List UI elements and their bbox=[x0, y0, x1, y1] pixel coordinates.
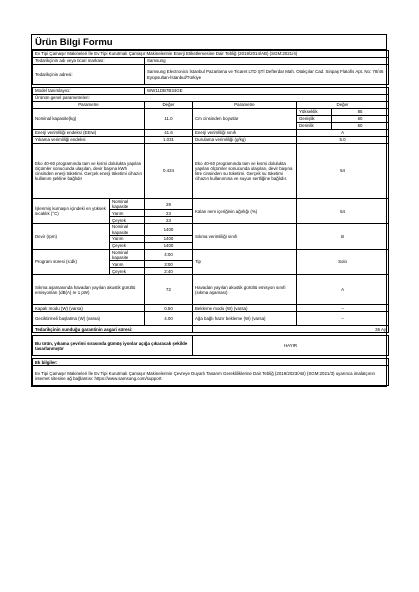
noise-value: 72 bbox=[145, 275, 193, 305]
model-value: WW11DB7B34GE bbox=[145, 88, 389, 95]
temp-half-value: 23 bbox=[145, 210, 193, 217]
dimensions-label: Cm cinsinden boyutlar bbox=[193, 109, 297, 130]
spin-quarter-label: Çeyrek bbox=[110, 242, 145, 249]
duration-label: Program süresi (s:dk) bbox=[33, 249, 110, 274]
spin-class-value: B bbox=[297, 224, 389, 249]
spin-nominal-label: Nominal kapasite bbox=[110, 224, 145, 235]
eei-value: 41.6 bbox=[145, 130, 193, 137]
address-value: Samsung Electronics İstanbul Pazarlama ve Ticaret LTD ŞTİ Defterdar Mah. Otakçılar Cad. Sinpaş Flatofis Apt. No: 78/46 Eyüpsultan-İstanbul/Türkiye bbox=[145, 65, 389, 85]
temp-quarter-value: 23 bbox=[145, 217, 193, 224]
energy-per-cycle-value: 0.424 bbox=[145, 144, 193, 199]
capacity-label: Nominal kapasite(kg) bbox=[33, 109, 145, 130]
duration-quarter-label: Çeyrek bbox=[110, 268, 145, 275]
extra-info-text: Ev Tipi Çamaşır Makineleri İle Ev Tipi Kurutmalı Çamaşır Makinelerinin Çevreye Duyarlı Tasarım Gerekliliklerine Dair Tebliğ (2019/2023/AB) (SGM:2021/3) uyarınca imalatçının internet sitesine ağ bağlantısı: https://www.samsung.com/support bbox=[33, 366, 389, 386]
moisture-label: Kalan nem içeriğinin ağırlığı (%) bbox=[193, 199, 297, 224]
eei-label: Enerji verimliliği endeksi (EEIw) bbox=[33, 130, 145, 137]
temp-nominal-label: Nominal kapasite bbox=[110, 199, 145, 210]
spin-half-value: 1400 bbox=[145, 235, 193, 242]
height-value: 85 bbox=[332, 109, 389, 116]
water-per-cycle-label: Eko 40-60 programında tam ve kısmi dolulukta yapılan ölçümler sonucunda ulaşılan, devir başına litre cinsinden su tüketimi. Gerçek su tüketimi cihazın kullanımına ve suyun sertliğine bağlıdır. bbox=[193, 144, 297, 199]
duration-nominal-value: 4:00 bbox=[145, 249, 193, 260]
network-standby-label: Ağa bağlı hazır bekleme (W) (varsa) bbox=[193, 312, 297, 326]
height-label: Yükseklik bbox=[297, 109, 332, 116]
extra-info-label: Ek bilgiler: bbox=[33, 359, 389, 366]
form-subtitle: Ev Tipi Çamaşır Makineleri İle Ev Tipi Kurutmalı Çamaşır Makinelerinin Enerji Etiketlemesine Dair Tebliğ (2019/2014/AB) (SGM:2021/4) bbox=[33, 51, 389, 58]
supplier-label: Tedarikçinin adı veya ticari markası: bbox=[33, 58, 145, 65]
type-value: Solo bbox=[297, 249, 389, 274]
temp-half-label: Yarım bbox=[110, 210, 145, 217]
duration-nominal-label: Nominal kapasite bbox=[110, 249, 145, 260]
duration-half-label: Yarım bbox=[110, 261, 145, 268]
silver-ion-value: HAYIR bbox=[193, 336, 389, 356]
max-temp-label: İşlenmiş kumaşın içindeki en yüksek sıcaklık (°C) bbox=[33, 199, 110, 224]
col-header-value-2: Değer bbox=[297, 102, 389, 109]
standby-label: Bekleme modu (W) (varsa) bbox=[193, 305, 297, 312]
duration-half-value: 3:00 bbox=[145, 261, 193, 268]
standby-value: -- bbox=[297, 305, 389, 312]
warranty-label: Tedarikçinin sunduğu garantinin asgari süresi: bbox=[33, 326, 193, 333]
spin-class-label: Sıkma verimliliği sınıfı bbox=[193, 224, 297, 249]
energy-per-cycle-label: Eko 40-60 programında tam ve kısmi dolulukta yapılan ölçümler sonucunda ulaşılan, devir başına kWh cinsinden enerji tüketimi. Gerçek enerji tüketimi cihazın kullanım şekline bağlıdır bbox=[33, 144, 145, 199]
water-per-cycle-value: 54 bbox=[297, 144, 389, 199]
noise-class-value: A bbox=[297, 275, 389, 305]
col-header-param-2: Parametre bbox=[193, 102, 297, 109]
temp-quarter-label: Çeyrek bbox=[110, 217, 145, 224]
spin-label: Devir (rpm) bbox=[33, 224, 110, 249]
rinse-label: Durulama verimliliği (g/kg) bbox=[193, 137, 297, 144]
temp-nominal-value: 29 bbox=[145, 199, 193, 210]
delay-start-label: Geciktirmeli başlatma (W) (varsa) bbox=[33, 312, 145, 326]
noise-label: Sıkma aşamasında havadan yayılan akustik gürültü emisyonları (dB(A) re 1 pW) bbox=[33, 275, 145, 305]
wash-efficiency-value: 1.031 bbox=[145, 137, 193, 144]
type-label: Tip bbox=[193, 249, 297, 274]
spin-quarter-value: 1400 bbox=[145, 242, 193, 249]
width-value: 60 bbox=[332, 116, 389, 123]
network-standby-value: -- bbox=[297, 312, 389, 326]
wash-efficiency-label: Yıkama verimliliği endeksi bbox=[33, 137, 145, 144]
delay-start-value: 4.00 bbox=[145, 312, 193, 326]
col-header-param-1: Parametre bbox=[33, 102, 145, 109]
rinse-value: 5.0 bbox=[297, 137, 389, 144]
off-mode-value: 0.50 bbox=[145, 305, 193, 312]
energy-class-label: Enerji verimliliği sınıfı bbox=[193, 130, 297, 137]
spin-half-label: Yarım bbox=[110, 235, 145, 242]
duration-quarter-value: 2:40 bbox=[145, 268, 193, 275]
depth-value: 60 bbox=[332, 123, 389, 130]
depth-label: Derinlik bbox=[297, 123, 332, 130]
width-label: Genişlik bbox=[297, 116, 332, 123]
moisture-value: 54 bbox=[297, 199, 389, 224]
supplier-value: Samsung bbox=[145, 58, 389, 65]
warranty-value: 36 Ay bbox=[193, 326, 389, 333]
product-info-sheet bbox=[31, 34, 387, 387]
general-params-label: Ürünün genel parametreleri: bbox=[33, 95, 389, 102]
model-label: Model tanımlayıcı: bbox=[33, 88, 145, 95]
col-header-value-1: Değer bbox=[145, 102, 193, 109]
spin-nominal-value: 1400 bbox=[145, 224, 193, 235]
info-table bbox=[32, 50, 389, 386]
energy-class-value: A bbox=[297, 130, 389, 137]
address-label: Tedarikçinin adresi: bbox=[33, 65, 145, 85]
off-mode-label: Kapalı modu (W) (varsa) bbox=[33, 305, 145, 312]
form-title: Ürün Bilgi Formu bbox=[32, 35, 386, 50]
noise-class-label: Havadan yayılan akustik gürültü emisyon sınıfı (sıkma aşaması) bbox=[193, 275, 297, 305]
capacity-value: 11.0 bbox=[145, 109, 193, 130]
silver-ion-label: Bu ürün, yıkama çevrimi sırasında gümüş iyonlar açığa çıkaracak şekilde tasarlanmıştır bbox=[33, 336, 193, 356]
